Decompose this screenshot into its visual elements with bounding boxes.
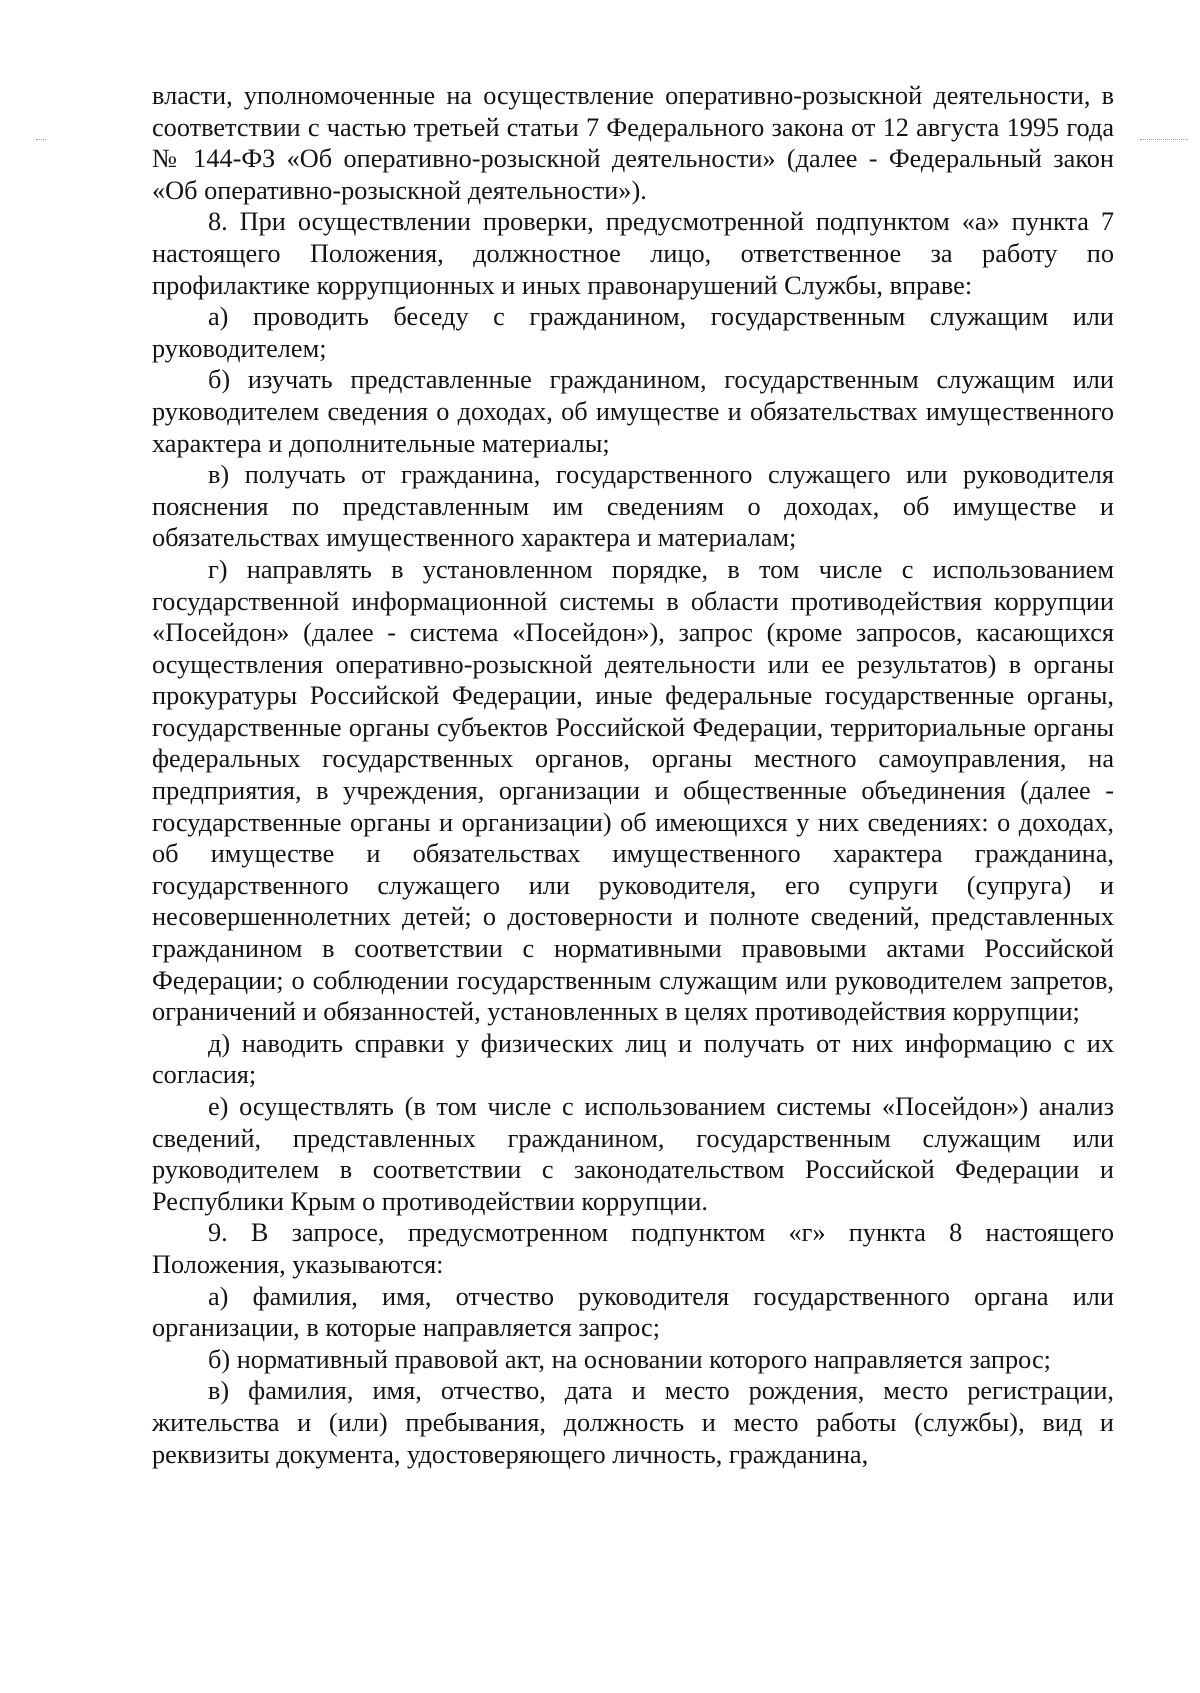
paragraph-8d: д) наводить справки у физических лиц и получать от них информацию с их согласия; xyxy=(152,1028,1114,1090)
paragraph-8b: б) изучать представленные гражданином, государственным служащим или руководителем сведения о доходах, об имуществе и обязательствах имущественного характера и дополнительные материалы; xyxy=(152,365,1114,458)
paragraph-continuation: власти, уполномоченные на осуществление оперативно-розыскной деятельности, в соответствии с частью третьей статьи 7 Федерального закона от 12 августа 1995 года № 144-ФЗ «Об оперативно-розыскной деятельности» (далее - Федеральный закон «Об оперативно-розыскной деятельности»). xyxy=(152,81,1114,205)
paragraph-8a: а) проводить беседу с гражданином, государственным служащим или руководителем; xyxy=(152,302,1114,363)
paragraph-9b: б) нормативный правовой акт, на основании которого направляется запрос; xyxy=(208,1344,1051,1374)
paragraph-9v: в) фамилия, имя, отчество, дата и место рождения, место регистрации, жительства и (или) пребывания, должность и место работы (службы), вид и реквизиты документа, удостоверяющего личность, гражданина, xyxy=(152,1376,1114,1469)
paragraph-item-8: 8. При осуществлении проверки, предусмотренной подпунктом «а» пункта 7 настоящего Положения, должностное лицо, ответственное за работу по профилактике коррупционных и иных правонарушений Службы, вправе: xyxy=(152,207,1114,300)
paragraph-9a: а) фамилия, имя, отчество руководителя государственного органа или организации, в которые направляется запрос; xyxy=(152,1281,1114,1343)
scan-mark-right xyxy=(1140,139,1188,140)
paragraph-8v: в) получать от гражданина, государственного служащего или руководителя пояснения по представленным им сведениям о доходах, об имуществе и обязательствах имущественного характера и материалам; xyxy=(152,460,1114,553)
paragraph-item-9: 9. В запросе, предусмотренном подпунктом «г» пункта 8 настоящего Положения, указываются: xyxy=(152,1218,1114,1279)
paragraph-8g: г) направлять в установленном порядке, в том числе с использованием государственной информационной системы в области противодействия коррупции «Посейдон» (далее - система «Посейдон»), запрос (кроме запросов, касающихся осуществления оперативно-розыскной деятельности или ее результатов) в органы прокуратуры Российской Федерации, иные федеральные государственные органы, государственные органы субъектов Российской Федерации, территориальные органы федеральных государственных органов, органы местного самоуправления, на предприятия, в учреждения, организации и общественные объединения (далее - государственные органы и организации) об имеющихся у них сведениях: о доходах, об имуществе и обязательствах имущественного характера гражданина, государственного служащего или руководителя, его супруги (супруга) и несовершеннолетних детей; о достоверности и полноте сведений, представленных гражданином в соответствии с нормативными правовыми актами Российской Федерации; о соблюдении государственным служащим или руководителем запретов, ограничений и обязанностей, установленных в целях противодействия коррупции; xyxy=(152,554,1114,1027)
scan-mark-left xyxy=(36,139,46,140)
paragraph-8e: е) осуществлять (в том числе с использованием системы «Посейдон») анализ сведений, представленных гражданином, государственным служащим или руководителем в соответствии с законодательством Российской Федерации и Республики Крым о противодействии коррупции. xyxy=(152,1092,1114,1216)
document-body xyxy=(152,80,1114,1470)
